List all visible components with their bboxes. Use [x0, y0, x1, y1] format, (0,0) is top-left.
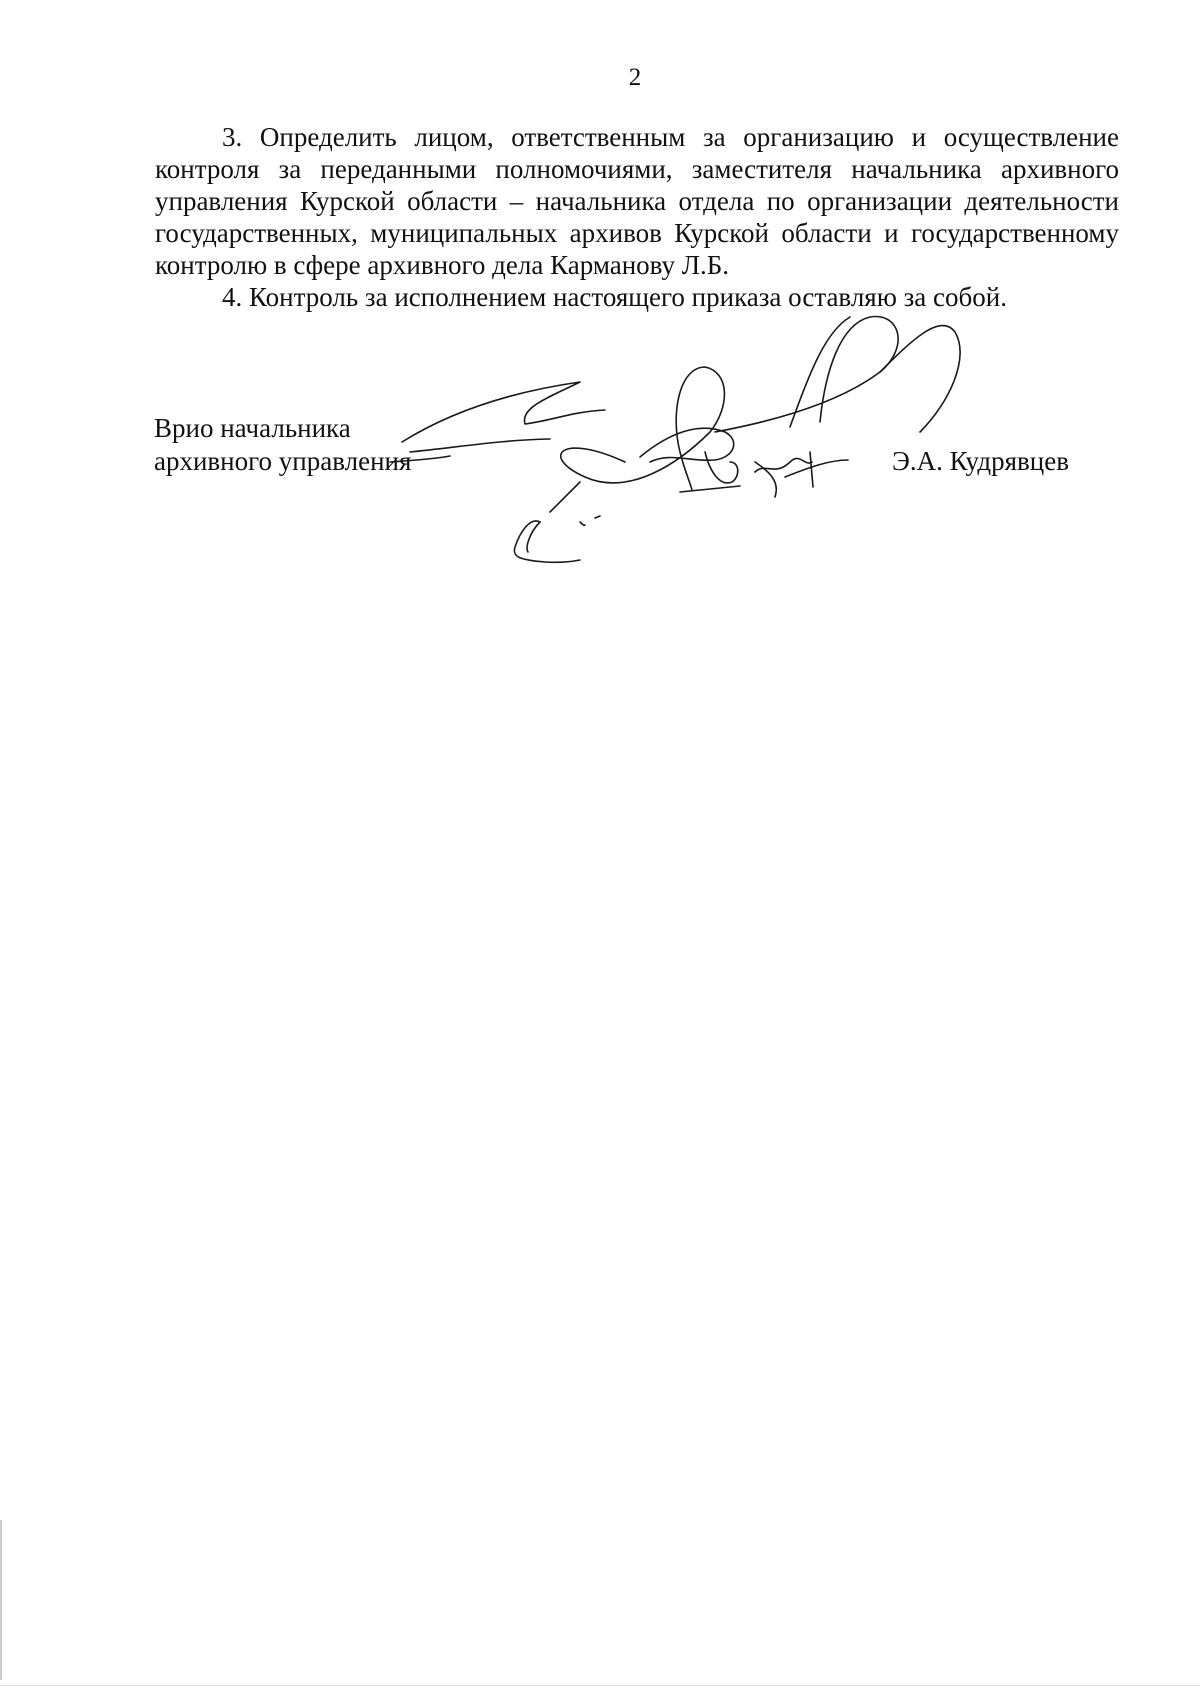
signatory-position-line-2: архивного управления — [154, 446, 412, 476]
signatory-position-line-1: Врио начальника — [154, 413, 351, 443]
paragraph-4: 4. Контроль за исполнением настоящего приказа оставляю за собой. — [222, 282, 1007, 312]
scan-edge-bottom — [0, 1685, 1200, 1686]
signatory-name: Э.А. Кудрявцев — [892, 446, 1069, 476]
handwritten-signature-icon — [380, 312, 980, 582]
signatory-position — [154, 412, 411, 478]
page-number: 2 — [628, 64, 642, 91]
paragraph-3: 3. Определить лицом, ответственным за организацию и осуществление контроля за переданными полномочиями, заместителя начальника архивного управления Курской области – начальника отдела по организации деятельности государственных, муниципальных архивов Курской области и государственному контролю в сфере архивного дела Карманову Л.Б. — [155, 122, 1119, 280]
document-body — [155, 121, 1119, 313]
scan-edge-left — [0, 1520, 2, 1680]
